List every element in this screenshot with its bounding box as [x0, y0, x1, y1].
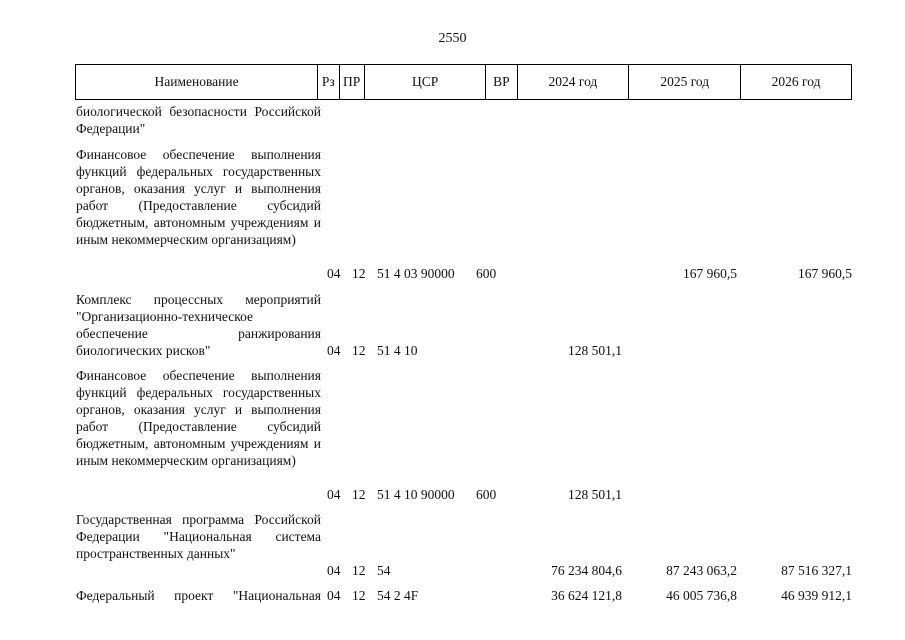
row-1-2025: 167 960,5 — [683, 266, 737, 281]
row-2-pr: 12 — [352, 343, 366, 358]
row-3-vr: 600 — [476, 487, 497, 502]
row-1-rz: 04 — [327, 266, 341, 281]
row-5-2026: 46 939 912,1 — [781, 588, 852, 603]
row-2-name: Комплекс процессных мероприятий "Организационно-техническое обеспечение ранжирования биологических рисков" — [76, 292, 321, 358]
row-5-csr: 54 2 4F — [377, 588, 419, 603]
row-5-name: Федеральный проект "Национальная — [76, 588, 321, 603]
row-3-csr: 51 4 10 90000 — [377, 487, 455, 502]
header-name: Наименование — [154, 74, 239, 89]
row-5-2025: 46 005 736,8 — [666, 588, 737, 603]
header-csr: ЦСР — [364, 65, 486, 99]
row-3-pr: 12 — [352, 487, 366, 502]
table-header — [75, 64, 852, 100]
row-4-2026: 87 516 327,1 — [781, 563, 852, 578]
row-3-rz: 04 — [327, 487, 341, 502]
row-2-2024: 128 501,1 — [568, 343, 622, 358]
row-1-2026: 167 960,5 — [798, 266, 852, 281]
row-5-rz: 04 — [327, 588, 341, 603]
row-4-pr: 12 — [352, 563, 366, 578]
row-1-name: Финансовое обеспечение выполнения функций федеральных государственных органов, оказания услуг и выполнения работ (Предоставление субсидий бюджетным, автономным учреждениям и иным некоммерческим организациям) — [76, 147, 321, 247]
row-4-name: Государственная программа Российской Федерации "Национальная система пространственных данных" — [76, 512, 321, 561]
row-2-rz: 04 — [327, 343, 341, 358]
row-5-pr: 12 — [352, 588, 366, 603]
row-4-2024: 76 234 804,6 — [551, 563, 622, 578]
row-5-2024: 36 624 121,8 — [551, 588, 622, 603]
row-1-csr: 51 4 03 90000 — [377, 266, 455, 281]
header-vr: ВР — [485, 65, 516, 99]
row-3-2024: 128 501,1 — [568, 487, 622, 502]
header-rz: Рз — [317, 65, 338, 99]
row-1-pr: 12 — [352, 266, 366, 281]
header-2026: 2026 год — [740, 65, 851, 99]
row-2-csr: 51 4 10 — [377, 343, 418, 358]
row-1-vr: 600 — [476, 266, 497, 281]
header-pr: ПР — [339, 65, 364, 99]
header-2025: 2025 год — [628, 65, 740, 99]
row-4-rz: 04 — [327, 563, 341, 578]
page-number: 2550 — [438, 31, 467, 46]
row-0-name: биологической безопасности Российской Федерации" — [76, 104, 321, 136]
row-4-2025: 87 243 063,2 — [666, 563, 737, 578]
header-2024: 2024 год — [517, 65, 629, 99]
row-3-name: Финансовое обеспечение выполнения функций федеральных государственных органов, оказания услуг и выполнения работ (Предоставление субсидий бюджетным, автономным учреждениям и иным некоммерческим организациям) — [76, 368, 321, 468]
row-4-csr: 54 — [377, 563, 391, 578]
